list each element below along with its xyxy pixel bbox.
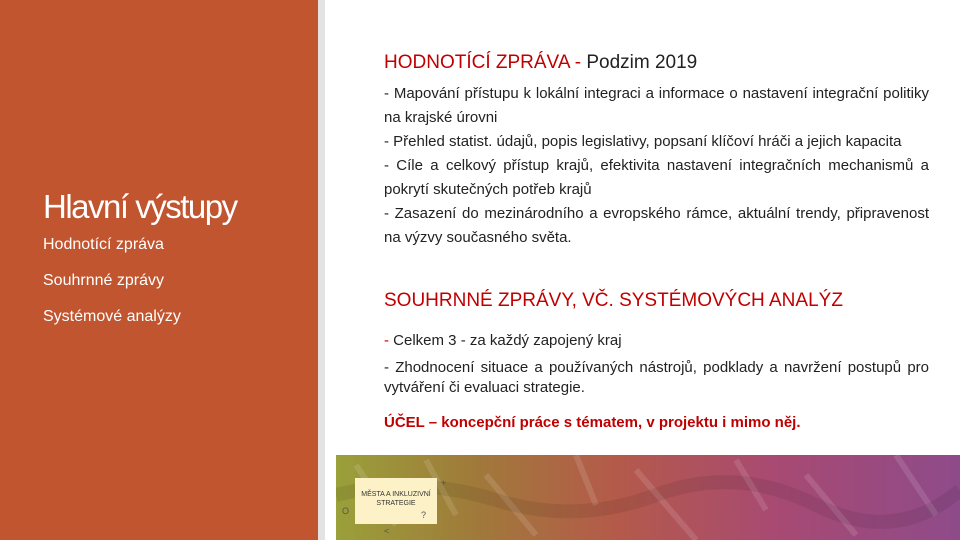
section-title: Hlavní výstupy bbox=[43, 188, 237, 225]
evaluation-report-heading-date: Podzim 2019 bbox=[586, 52, 698, 73]
logo-o-mark: O bbox=[342, 506, 350, 516]
evaluation-report-heading bbox=[384, 52, 697, 74]
output-item-evaluation-report: Hodnotící zpráva bbox=[43, 236, 164, 253]
summary-count-line bbox=[384, 330, 929, 352]
summary-reports-heading: SOUHRNNÉ ZPRÁVY, VČ. SYSTÉMOVÝCH ANALÝZ bbox=[384, 290, 843, 311]
evaluation-report-bullets bbox=[384, 82, 929, 250]
logo-chevron-mark: < bbox=[384, 526, 390, 536]
logo-text-line1: MĚSTA A INKLUZIVNÍ bbox=[361, 491, 431, 498]
logo-text-line2: STRATEGIE bbox=[376, 500, 416, 507]
summary-count-text: Celkem 3 - za každý zapojený kraj bbox=[393, 332, 622, 349]
output-item-system-analyses: Systémové analýzy bbox=[43, 308, 181, 325]
bullet-mapping: - Mapování přístupu k lokální integraci a informace o nastavení integrační politiky na krajské úrovni bbox=[384, 85, 929, 126]
output-item-summary-reports: Souhrnné zprávy bbox=[43, 272, 164, 289]
purpose-statement: ÚČEL – koncepční práce s tématem, v projektu i mimo něj. bbox=[384, 414, 801, 431]
evaluation-report-heading-label: HODNOTÍCÍ ZPRÁVA - bbox=[384, 52, 582, 73]
bullet-overview: - Přehled statist. údajů, popis legislativy, popsaní klíčoví hráči a jejich kapacita bbox=[384, 133, 902, 150]
left-panel bbox=[0, 0, 318, 540]
bullet-context: - Zasazení do mezinárodního a evropského rámce, aktuální trendy, připravenost na výzvy současného světa. bbox=[384, 205, 929, 246]
bullet-goals: - Cíle a celkový přístup krajů, efektivita nastavení integračních mechanismů a pokrytí skutečných potřeb krajů bbox=[384, 157, 929, 198]
divider-strip bbox=[318, 0, 325, 540]
summary-evaluation-line: - Zhodnocení situace a používaných nástrojů, podklady a navržení postupů pro vytváření či evaluaci strategie. bbox=[384, 359, 929, 396]
logo-question-mark: ? bbox=[421, 510, 427, 520]
summary-count-dash: - bbox=[384, 332, 389, 349]
logo-plus-mark: + bbox=[441, 478, 447, 488]
